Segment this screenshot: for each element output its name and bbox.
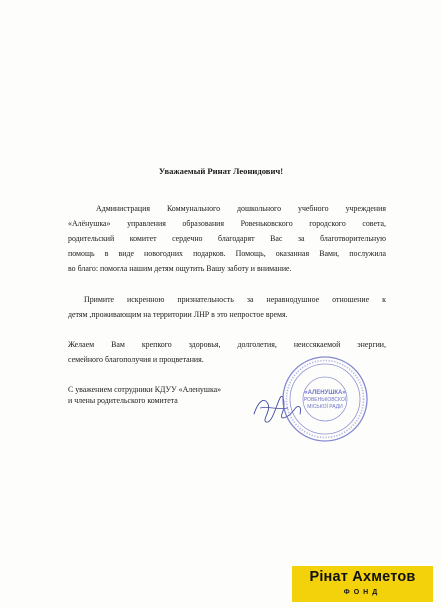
paragraph-line: во благо: помогла нашим детям ощутить Вашу заботу и внимание. bbox=[68, 264, 292, 273]
letter-closing bbox=[68, 384, 221, 406]
paragraph-line: детям ,проживающим на территории ЛНР в это непростое время. bbox=[68, 310, 288, 319]
paragraph-line: помощь в виде новогодних подарков. Помощь, оказанная Вами, послужила bbox=[68, 249, 386, 258]
paragraph-line: Администрация Коммунального дошкольного учебного учреждения bbox=[96, 204, 386, 213]
paragraph-appreciation bbox=[68, 292, 386, 322]
stamp-text-line: МІСЬКОЇ РАДИ bbox=[307, 404, 343, 410]
paragraph-line: Желаем Вам крепкого здоровья, долголетия, неиссякаемой энергии, bbox=[68, 340, 386, 349]
closing-line: С уважением сотрудники КДУУ «Аленушка» bbox=[68, 385, 222, 394]
paragraph-gratitude bbox=[68, 201, 386, 276]
paragraph-line: «Алёнушка» управления образования Ровеньковского городского совета, bbox=[68, 219, 386, 228]
stamp-text-line: РОВЕНЬКОВСКОЇ bbox=[303, 397, 347, 403]
paragraph-line: Примите искренною признательность за неравнодушное отношение к bbox=[84, 295, 386, 304]
paragraph-line: родительский комитет сердечно благодарят Вас за благотворительную bbox=[68, 234, 386, 243]
logo-subtitle: ФОНД bbox=[343, 589, 382, 596]
letter-salutation: Уважаемый Ринат Леонидович! bbox=[158, 166, 284, 176]
closing-line: и члены родительского комитета bbox=[68, 396, 178, 405]
institution-stamp bbox=[280, 354, 370, 444]
logo-name: Рінат Ахметов bbox=[309, 569, 416, 585]
paragraph-line: семейного благополучия и процветания. bbox=[68, 355, 204, 364]
stamp-text-line: «АЛЕНУШКА» bbox=[304, 390, 346, 396]
foundation-logo bbox=[292, 566, 433, 602]
